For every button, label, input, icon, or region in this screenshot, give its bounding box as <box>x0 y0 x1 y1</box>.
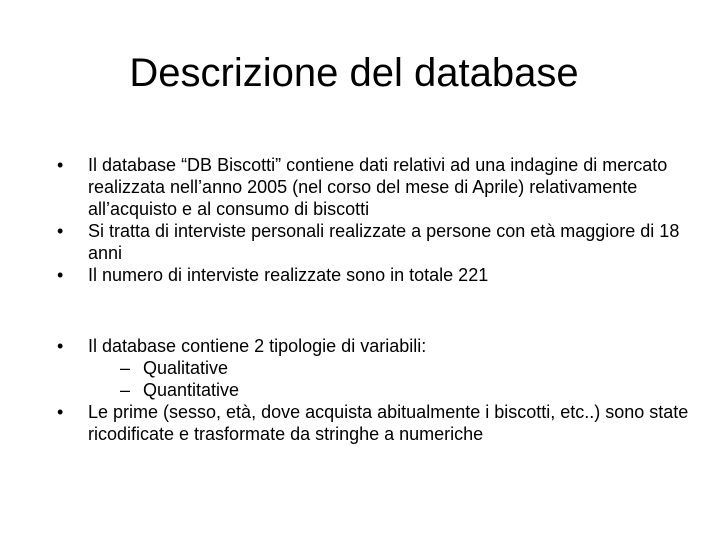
bullet-marker: • <box>57 402 64 422</box>
bullet-item <box>57 335 707 401</box>
bullet-item <box>57 264 707 286</box>
bullet-text: Le prime (sesso, età, dove acquista abitualmente i biscotti, etc..) sono state ricodificate e trasformate da stringhe a numeriche <box>88 402 689 444</box>
dash-marker: – <box>120 380 131 400</box>
bullet-text: Il numero di interviste realizzate sono in totale 221 <box>88 265 489 285</box>
bullet-marker: • <box>57 265 64 285</box>
bullet-item <box>57 154 707 220</box>
bullet-list-intro <box>57 154 707 286</box>
bullet-item <box>57 401 707 445</box>
bullet-marker: • <box>57 155 64 175</box>
dash-marker: – <box>120 358 131 378</box>
sub-bullet-text: Qualitative <box>143 358 229 378</box>
slide-title: Descrizione del database <box>129 51 579 95</box>
sub-bullet-item <box>88 357 707 379</box>
bullet-text: Il database contiene 2 tipologie di variabili: <box>88 336 427 356</box>
sub-bullet-text: Quantitative <box>143 380 240 400</box>
bullet-marker: • <box>57 221 64 241</box>
sub-bullet-list <box>88 357 707 401</box>
sub-bullet-item <box>88 379 707 401</box>
bullet-item <box>57 220 707 264</box>
bullet-marker: • <box>57 336 64 356</box>
bullet-list-variables <box>57 335 707 445</box>
bullet-text: Si tratta di interviste personali realizzate a persone con età maggiore di 18 anni <box>88 221 680 263</box>
bullet-text: Il database “DB Biscotti” contiene dati relativi ad una indagine di mercato realizzata nell’anno 2005 (nel corso del mese di Aprile) relativamente all’acquisto e al consumo di biscotti <box>88 155 668 219</box>
